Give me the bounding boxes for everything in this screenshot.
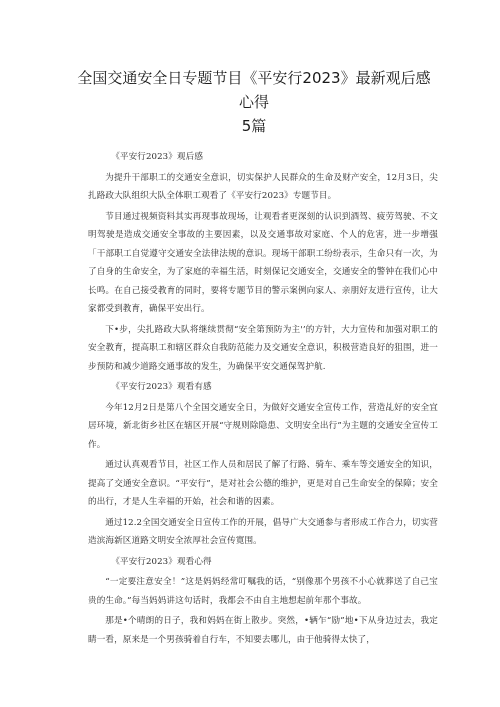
section-heading: 《平安行2023》观看有感 [111,382,212,392]
paragraph: 节目通过视频资料其实再现事故现场，让观看者更深刻的认识到酒驾、疲劳驾驶、不文明驾驶是造成交通安全事故的主要因素，以及交通事故对家庭、个人的危害，进一步增强「干部职工自觉遵守交通安全法律法规的意识。现场干部职工纷纷表示，生命只有一次，为了自身的生命安全，为了家庭的幸福生活，时刻保记交通安全，交通安全的警钟在我们心中长鸣。在自己接受教育的同时，要将专题节目的警示案例向家人、亲朋好友进行宣传，让大家都受到教育，确保平安出行。 [88,211,438,314]
paragraph: 下•步，尖扎路政大队将继续贯彻“安全第预防为主'’的方针，大力宣传和加强对职工的安全教育，提高职工和辖区群众自我防范能力及交通安全意识，积极营造良好的狙围，进一步预防和减少道路交通事故的发生，为确保平安交通保驾护航. [88,324,438,372]
section-heading: 《平安行2023》观后感 [111,152,204,162]
document-title [70,66,438,138]
section-heading: 《平安行2023》观看心得 [111,556,212,567]
title-line-1: 全国交通安全日专题节目《平安行2023》最新观后感心得 [77,69,431,111]
paragraph: 今年12月2日是第八个全国交通安全日，为做好交通安全宣传工作，营造乩好的安全宜居环境，新北街乡社区在辖区开展“守规则除隐患、文明安全出行”为主题的交通安全宣传工作。 [88,402,438,450]
paragraph: “一定要注意安全！”这是妈妈经常叮嘱我的话，“别像那个男孩不小心就葬送了自己宝贵的生命。”每当妈妈讲这句话时，我都会不由自主地想起前年那个事故。 [88,577,438,606]
paragraph: 通过12.2全国交通安全日宣传工作的开展，倡导广大交通参与者形成工作合力，切实营造滨海新区道路文明安全浓厚社会宣传寛围。 [88,517,438,546]
paragraph: 那是•个晴朗的日子，我和妈妈在街上散步。突然，•辆乍“励”地•下从身边过去，我定睛一看，原来是一个男孩骑着自行车，不知要去哪儿，由于他骑得太快了， [88,616,438,645]
paragraph: 通过认真观看节目，社区工作人员和居民了解了行路、骑车、乘车等交通安全的知识，提高了交通安全意识。“平安行”，是对社会公德的维护，更是对自己生命安全的保障；安全的出行，才是人生幸福的开始，社会和谐的因素。 [88,460,438,507]
paragraph: 为提升干部职工的交通安全意识，切实保护人民群众的生命及财产安全，12月3日，尖扎路政大队组织大队全体职工观看了《平安行2023》专题节目。 [88,172,438,201]
title-line-2: 5篇 [241,117,267,135]
